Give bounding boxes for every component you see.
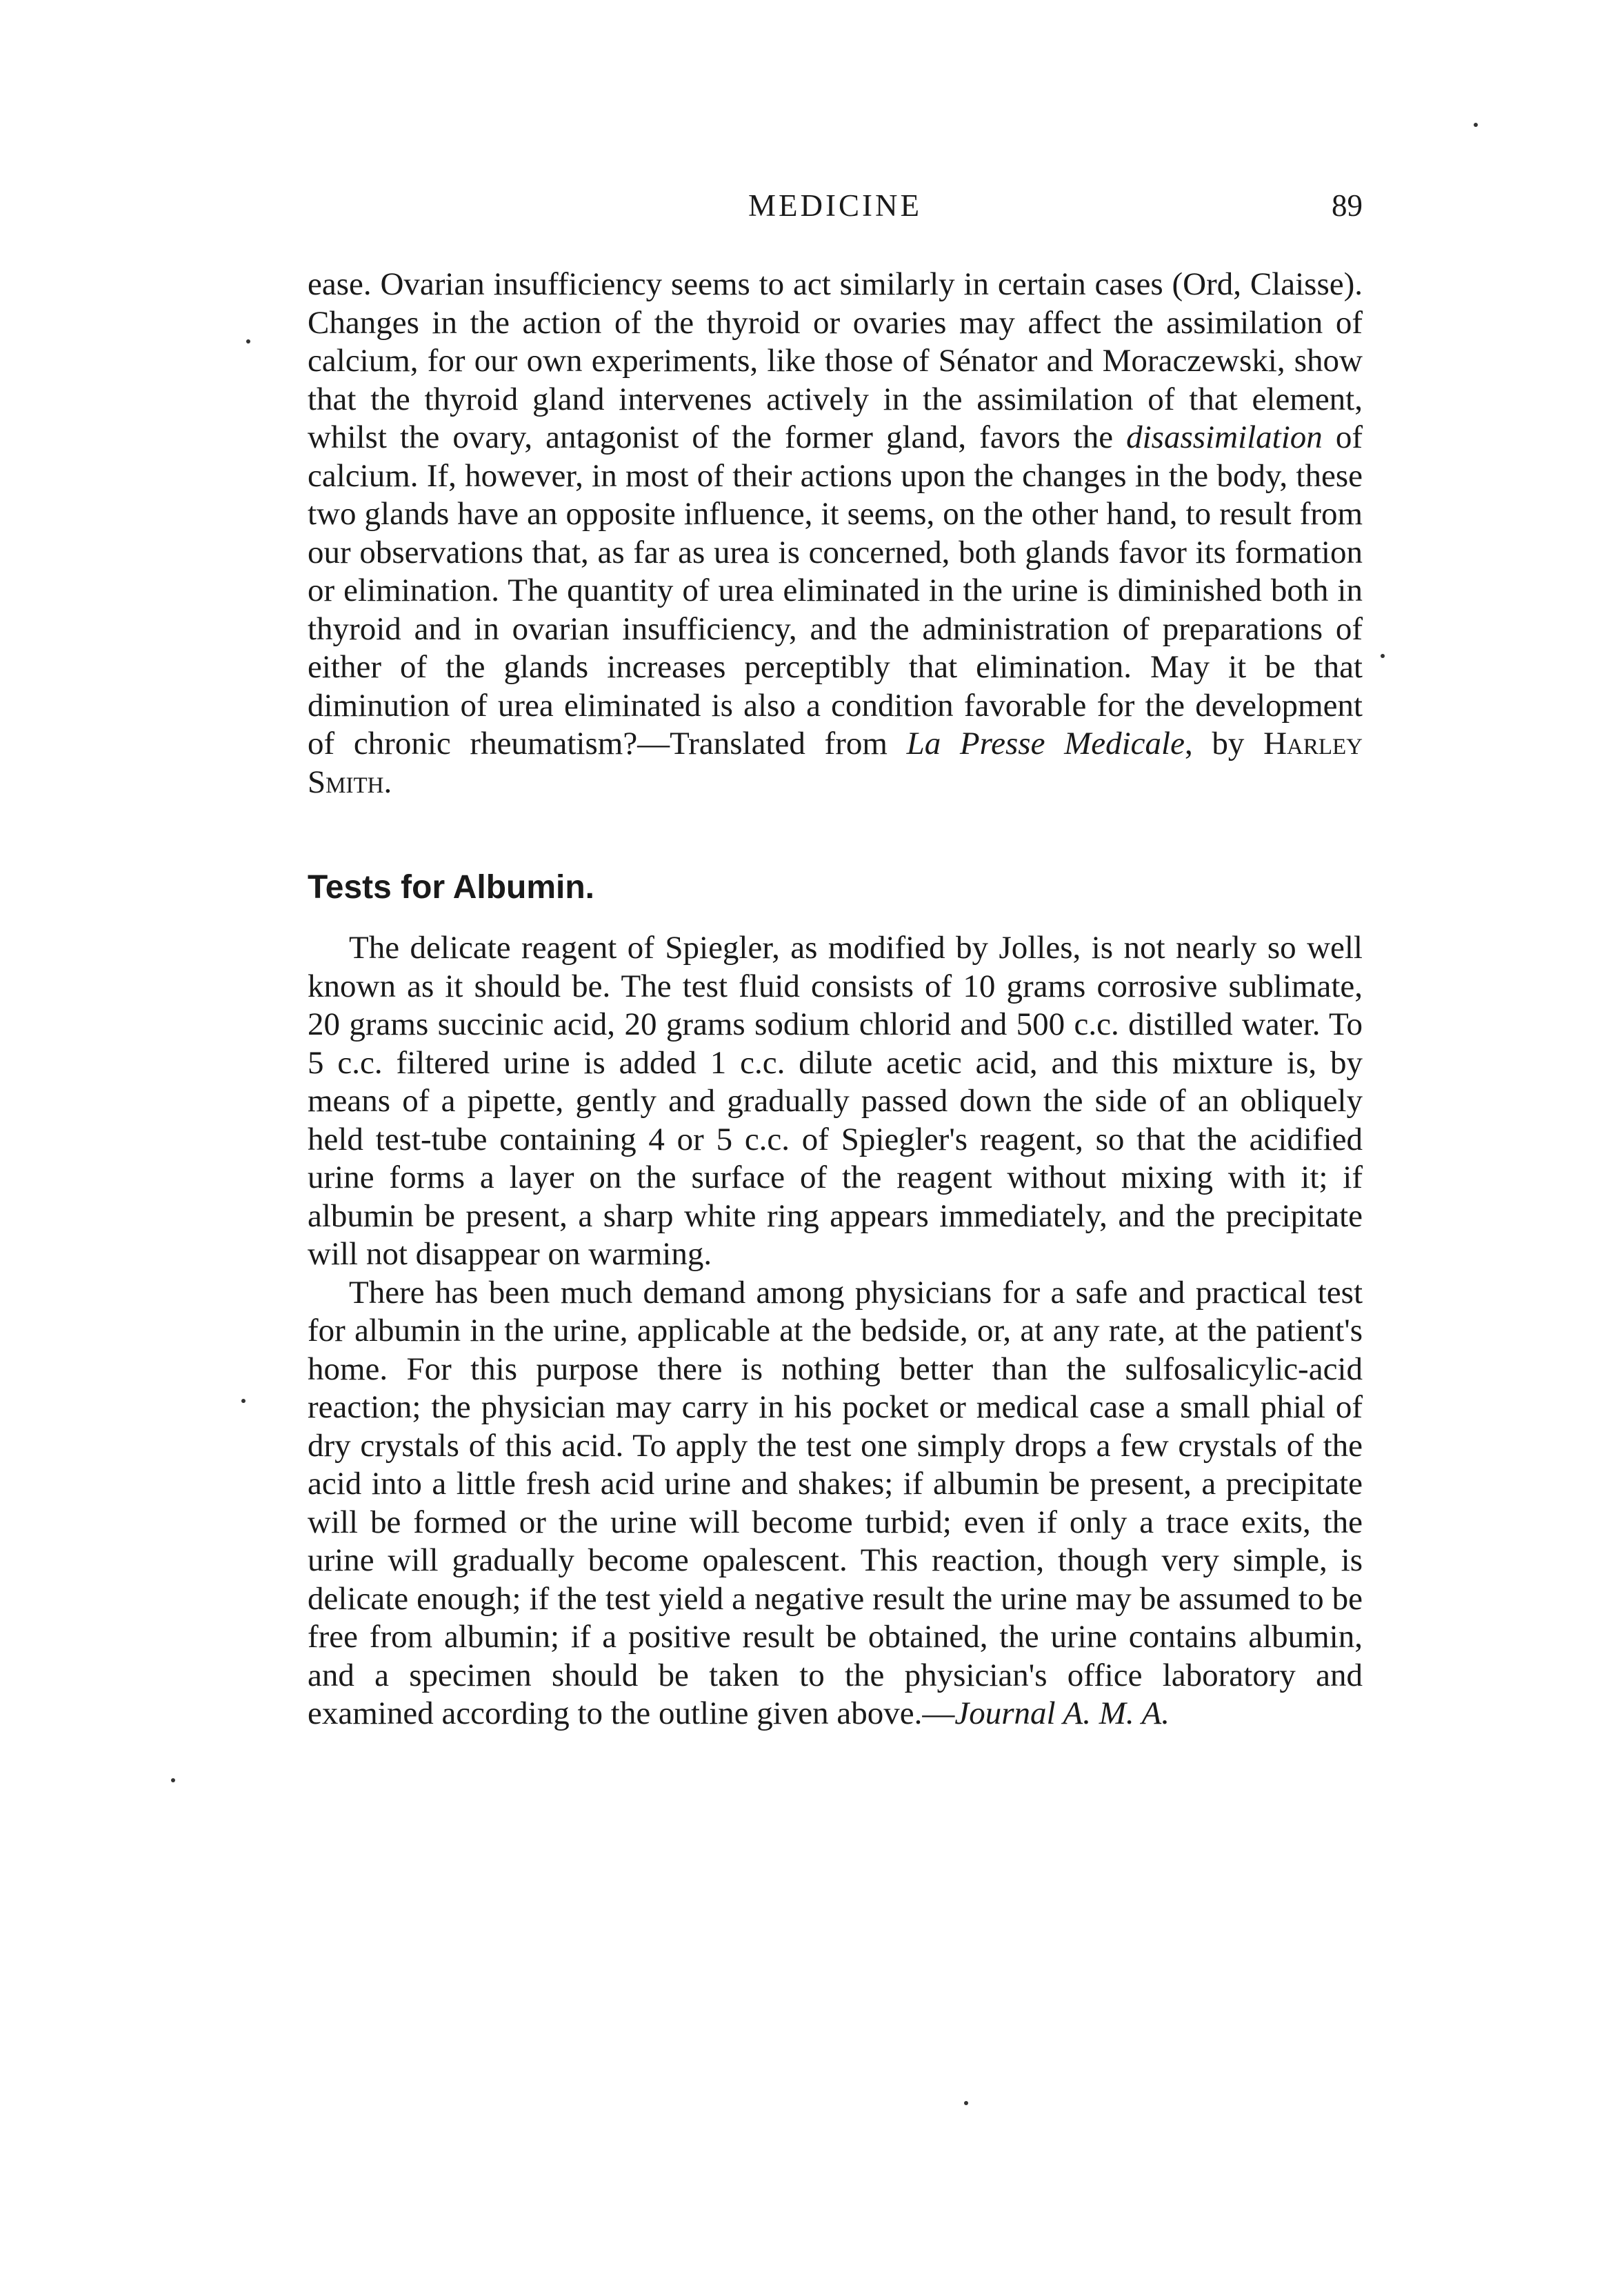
page-number: 89 (1332, 188, 1363, 223)
running-title: MEDICINE (748, 188, 922, 223)
emphasis-disassimilation: disassimilation (1126, 419, 1323, 455)
paragraph-text: of calcium. If, however, in most of their actions upon the changes in the body, these two glands have an opposite influence, it seems, on the other hand, to result from our observations that, as far as urea is concerned, both glands favor its formation or elimination. The quantity of urea eliminated in the urine is diminished both in thyroid and in ovarian insufficiency, and the administration of preparations of either of the glands increases perceptibly that elimination. May it be that diminution of urea eliminated is also a condition favorable for the development of chronic rheumatism?—Translated from (308, 419, 1363, 761)
translator-name: Harley Smith (308, 726, 1363, 800)
paragraph-ovarian-insufficiency (308, 266, 1363, 802)
paragraph-spiegler-reagent: The delicate reagent of Spiegler, as modified by Jolles, is not nearly so well known as it should be. The test fluid consists of 10 grams corrosive sublimate, 20 grams succinic acid, 20 grams sodium chlorid and 500 c.c. distilled water. To 5 c.c. filtered urine is added 1 c.c. dilute acetic acid, and this mixture is, by means of a pipette, gently and gradually passed down the side of an obliquely held test-tube containing 4 or 5 c.c. of Spiegler's reagent, so that the acidified urine forms a layer on the surface of the reagent without mixing with it; if albumin be present, a sharp white ring appears immediately, and the precipitate will not disappear on warming. (308, 930, 1363, 1272)
paragraph-text: ease. Ovarian insufficiency seems to act similarly in certain cases (Ord, Claisse). Changes in the action of the thyroid or ovaries may affect the assimilation of calcium, for our own experiments, like those of Sénator and Moraczewski, show that the thyroid gland intervenes actively in the assimilation of that element, whilst the ovary, antagonist of the former gland, favors the (308, 266, 1363, 455)
source-citation: Journal A. M. A. (954, 1695, 1170, 1731)
print-speck (1381, 654, 1385, 658)
paragraph-sulfosalicylic-test (308, 1274, 1363, 1733)
section-heading: Tests for Albumin. (308, 869, 595, 906)
source-journal-title: La Presse Medicale (906, 726, 1185, 761)
paragraph-text: , by (1184, 726, 1264, 761)
text-column (308, 266, 1363, 1733)
print-speck (171, 1778, 175, 1782)
running-head (308, 188, 1363, 229)
print-speck (1474, 123, 1478, 127)
paragraph-text: . (383, 764, 392, 800)
print-speck (241, 1399, 245, 1403)
print-speck (246, 339, 250, 344)
print-speck (964, 2101, 968, 2105)
paragraph-text: There has been much demand among physicians for a safe and practical test for albumin in the urine, applicable at the bedside, or, at any rate, at the patient's home. For this purpose there is nothing better than the sulfosalicylic-acid reaction; the physician may carry in his pocket or medical case a small phial of dry crystals of this acid. To apply the test one simply drops a few crystals of the acid into a little fresh acid urine and shakes; if albumin be present, a precipitate will be formed or the urine will become turbid; even if only a trace exits, the urine will gradually become opalescent. This reaction, though very simple, is delicate enough; if the test yield a negative result the urine may be assumed to be free from albumin; if a positive result be obtained, the urine contains albumin, and a specimen should be taken to the physician's office laboratory and examined according to the outline given above.— (308, 1274, 1363, 1731)
